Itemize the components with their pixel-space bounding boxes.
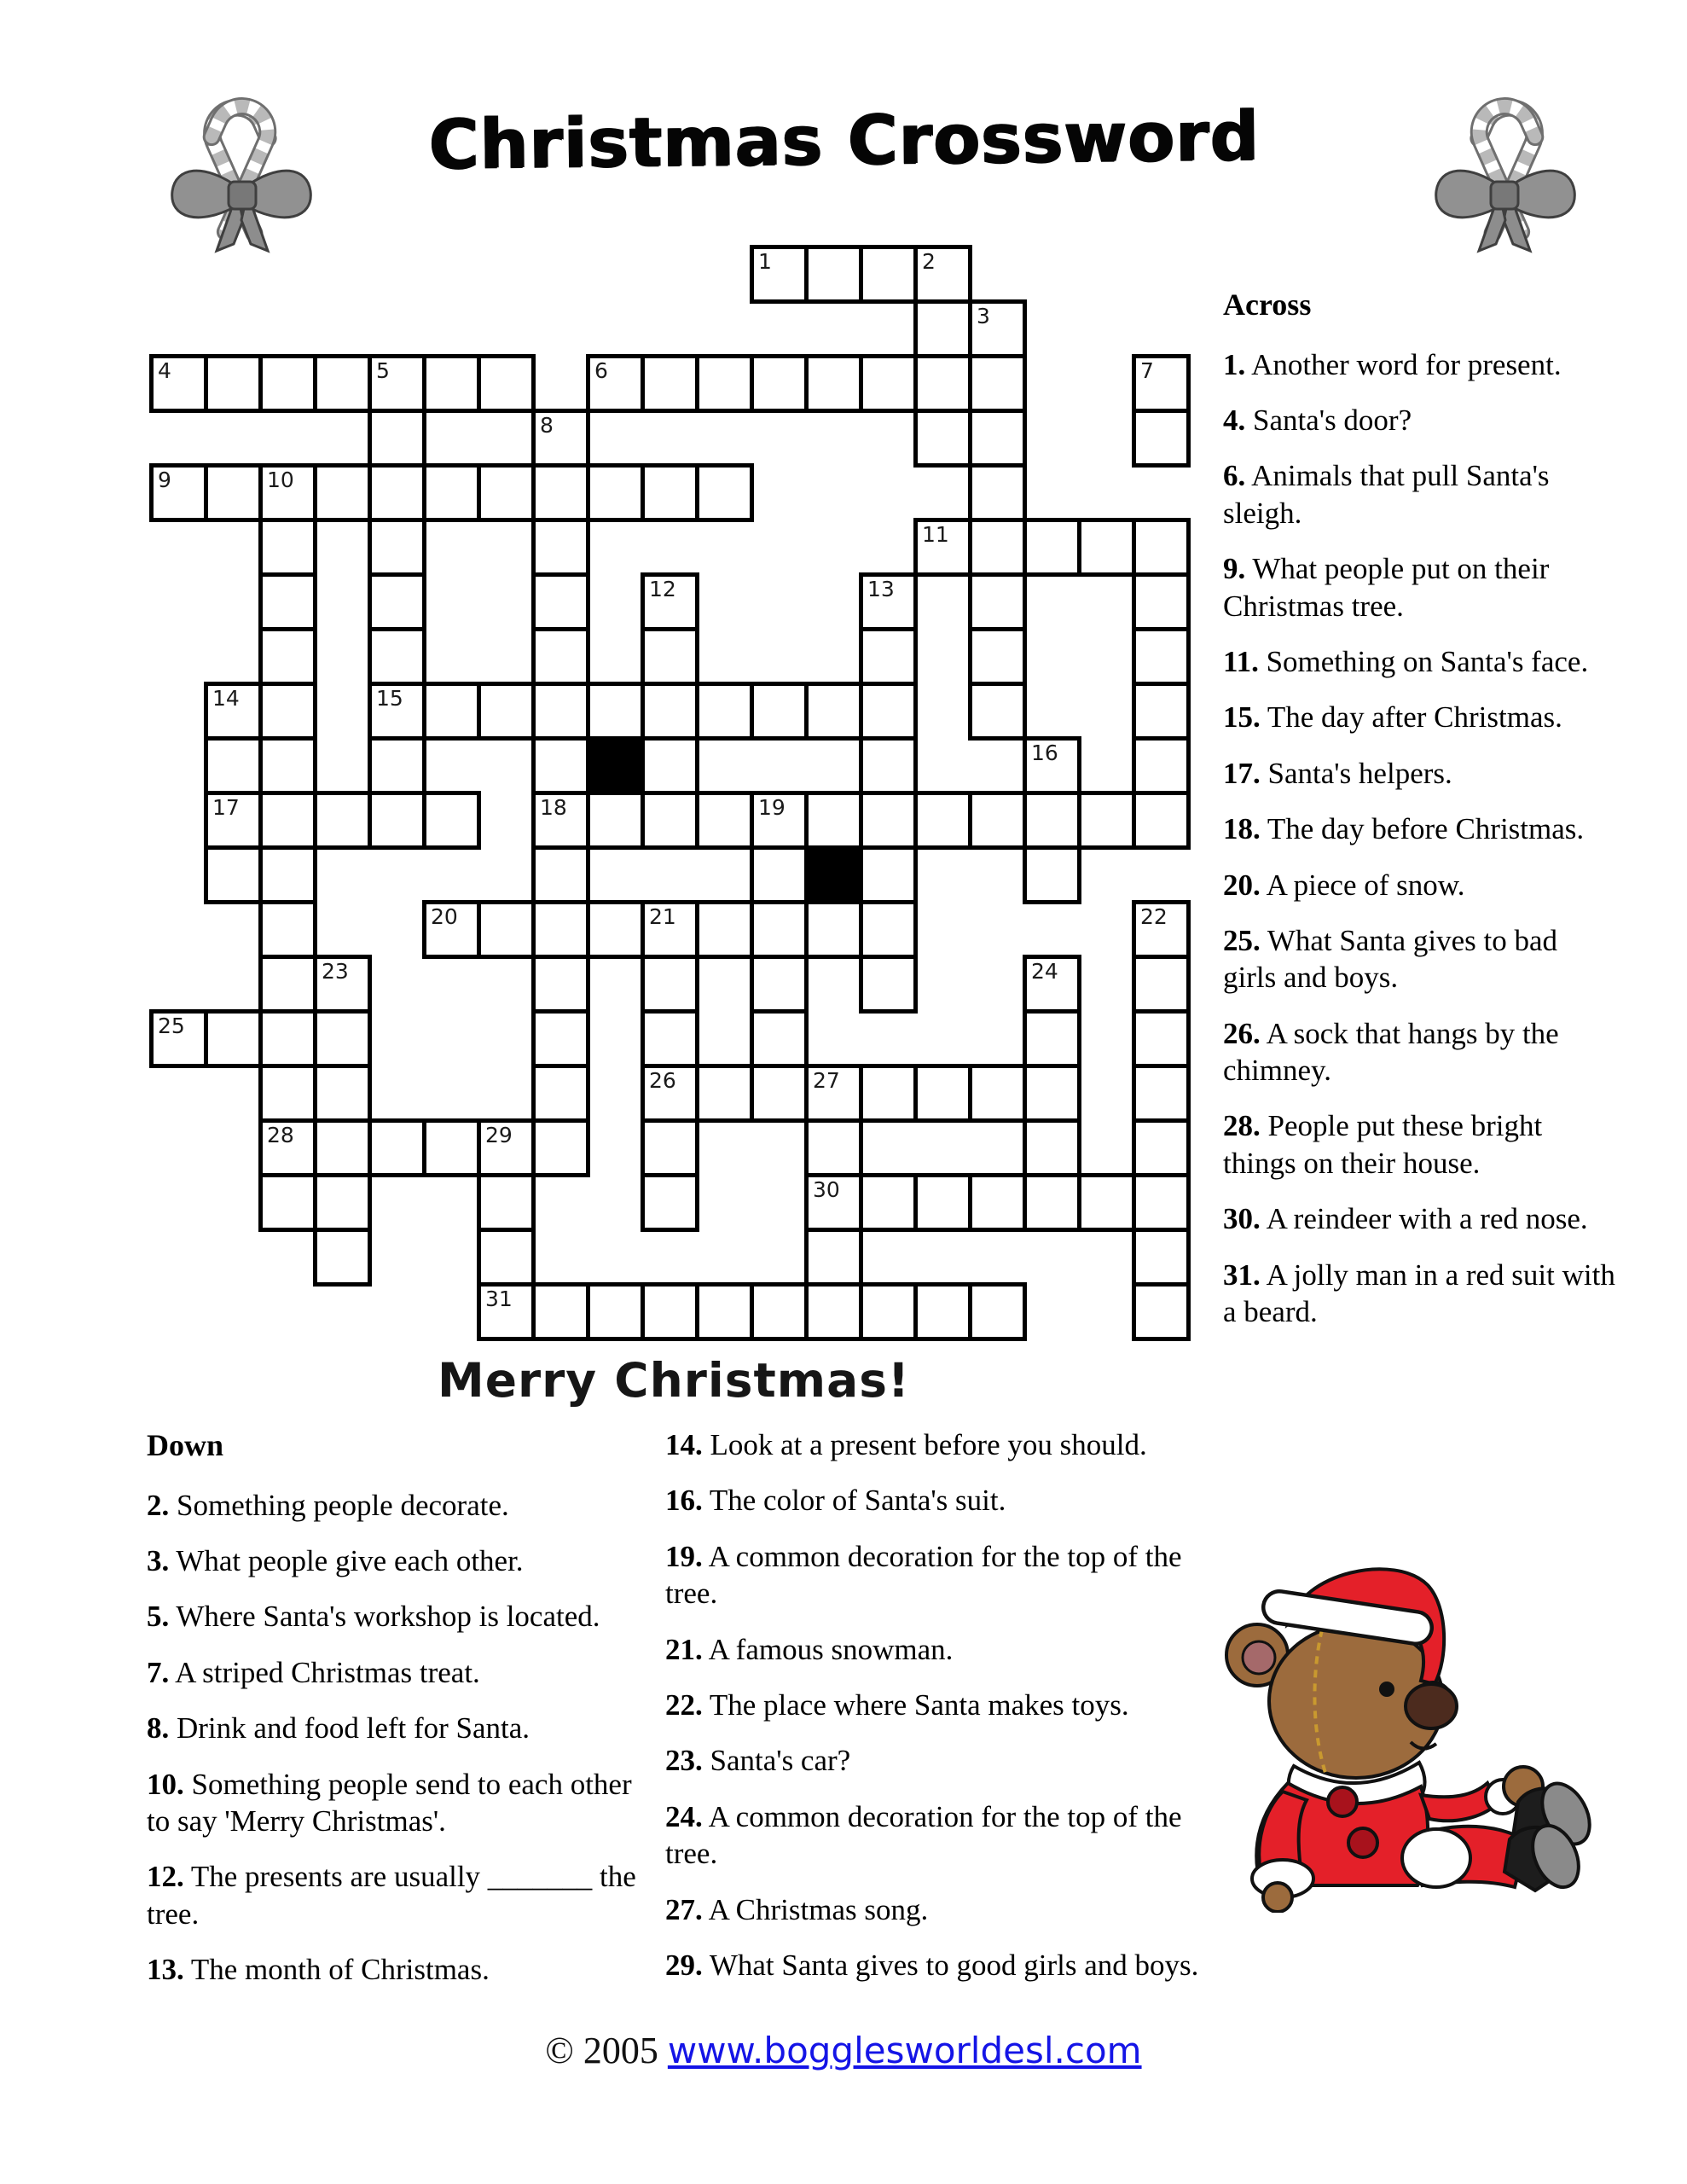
clue-number: 30 <box>813 1177 840 1202</box>
grid-cell[interactable] <box>859 845 918 904</box>
grid-cell[interactable] <box>204 736 263 795</box>
grid-cell-black <box>586 736 645 795</box>
grid-cell[interactable] <box>859 627 918 686</box>
grid-cell[interactable] <box>641 1173 699 1232</box>
grid-cell[interactable] <box>750 1064 809 1123</box>
page-title: Christmas Crossword <box>427 96 1260 185</box>
grid-cell[interactable] <box>804 1064 863 1123</box>
grid-cell[interactable] <box>1132 354 1191 413</box>
grid-cell[interactable] <box>1023 955 1081 1014</box>
grid-cell[interactable] <box>968 299 1027 358</box>
grid-cell[interactable] <box>313 1064 372 1123</box>
grid-cell[interactable] <box>859 955 918 1014</box>
grid-cell[interactable] <box>531 1282 590 1341</box>
grid-cell[interactable] <box>1023 1118 1081 1177</box>
clue-number: 4 <box>158 358 171 383</box>
grid-cell[interactable] <box>422 791 481 850</box>
grid-cell[interactable] <box>859 1064 918 1123</box>
clue-number: 19 <box>758 795 786 820</box>
grid-cell[interactable] <box>1023 791 1081 850</box>
clue-27: 27. A Christmas song. <box>665 1892 929 1926</box>
clue-19: 19. A common decoration for the top of the tree. <box>665 1539 1182 1611</box>
grid-cell[interactable] <box>258 354 317 413</box>
clue-8: 8. Drink and food left for Santa. <box>147 1711 530 1745</box>
grid-cell[interactable] <box>641 627 699 686</box>
grid-cell[interactable] <box>531 1064 590 1123</box>
clue-2: 2. Something people decorate. <box>147 1488 509 1522</box>
clue-number: 13 <box>867 577 895 601</box>
grid-cell[interactable] <box>258 682 317 741</box>
grid-cell[interactable] <box>313 1228 372 1287</box>
grid-cell[interactable] <box>859 245 918 304</box>
grid-cell[interactable] <box>1077 518 1136 577</box>
grid-cell[interactable] <box>695 682 754 741</box>
grid-cell[interactable] <box>641 1118 699 1177</box>
grid-cell[interactable] <box>641 791 699 850</box>
grid-cell[interactable] <box>859 572 918 631</box>
grid-cell[interactable] <box>1132 1009 1191 1068</box>
grid-cell[interactable] <box>859 354 918 413</box>
grid-cell[interactable] <box>859 736 918 795</box>
grid-cell[interactable] <box>477 1118 536 1177</box>
grid-cell[interactable] <box>859 682 918 741</box>
grid-cell[interactable] <box>913 354 972 413</box>
clue-number: 26 <box>649 1068 676 1093</box>
grid-cell[interactable] <box>641 1064 699 1123</box>
clue-17: 17. Santa's helpers. <box>1223 756 1452 790</box>
clue-number: 6 <box>594 358 608 383</box>
grid-cell[interactable] <box>1132 682 1191 741</box>
grid-cell[interactable] <box>750 845 809 904</box>
grid-cell[interactable] <box>641 736 699 795</box>
grid-cell[interactable] <box>750 791 809 850</box>
teddy-bear-santa-illustration <box>1213 1546 1598 1913</box>
website-link[interactable]: www.bogglesworldesl.com <box>667 2030 1142 2071</box>
grid-cell[interactable] <box>368 682 426 741</box>
grid-cell[interactable] <box>968 791 1027 850</box>
grid-cell[interactable] <box>641 955 699 1014</box>
grid-cell[interactable] <box>204 1009 263 1068</box>
grid-cell[interactable] <box>804 1282 863 1341</box>
grid-cell[interactable] <box>477 1228 536 1287</box>
grid-cell[interactable] <box>368 572 426 631</box>
grid-cell[interactable] <box>1077 791 1136 850</box>
grid-cell[interactable] <box>422 1118 481 1177</box>
footer <box>0 2029 1687 2072</box>
clue-number: 18 <box>540 795 567 820</box>
clue-number: 7 <box>1140 358 1154 383</box>
down-clues-section <box>147 1426 655 2007</box>
grid-cell[interactable] <box>313 955 372 1014</box>
grid-cell[interactable] <box>531 409 590 468</box>
grid-cell[interactable] <box>586 900 645 959</box>
grid-cell[interactable] <box>968 354 1027 413</box>
clue-21: 21. A famous snowman. <box>665 1632 954 1666</box>
grid-cell[interactable] <box>750 955 809 1014</box>
grid-cell[interactable] <box>859 1173 918 1232</box>
grid-cell[interactable] <box>804 1118 863 1177</box>
grid-cell[interactable] <box>1132 627 1191 686</box>
grid-cell[interactable] <box>204 791 263 850</box>
grid-cell[interactable] <box>859 791 918 850</box>
clue-number: 8 <box>540 413 554 438</box>
grid-cell[interactable] <box>531 627 590 686</box>
grid-cell[interactable] <box>477 682 536 741</box>
clue-number: 20 <box>431 904 458 929</box>
grid-cell[interactable] <box>258 463 317 522</box>
grid-cell[interactable] <box>641 1282 699 1341</box>
clue-number: 5 <box>376 358 390 383</box>
clue-number: 16 <box>1031 741 1058 765</box>
grid-cell[interactable] <box>750 900 809 959</box>
clue-13: 13. The month of Christmas. <box>147 1953 490 1987</box>
grid-cell[interactable] <box>804 682 863 741</box>
grid-cell[interactable] <box>859 1282 918 1341</box>
grid-cell[interactable] <box>313 1118 372 1177</box>
grid-cell-black <box>804 845 863 904</box>
grid-cell[interactable] <box>586 791 645 850</box>
grid-cell[interactable] <box>1132 572 1191 631</box>
clue-7: 7. A striped Christmas treat. <box>147 1655 480 1689</box>
clue-28: 28. People put these bright things on their house. <box>1223 1109 1543 1180</box>
grid-cell[interactable] <box>368 463 426 522</box>
grid-cell[interactable] <box>368 791 426 850</box>
grid-cell[interactable] <box>149 463 208 522</box>
grid-cell[interactable] <box>968 1173 1027 1232</box>
grid-cell[interactable] <box>586 463 645 522</box>
grid-cell[interactable] <box>1132 1064 1191 1123</box>
clue-15: 15. The day after Christmas. <box>1223 700 1562 735</box>
grid-cell[interactable] <box>531 463 590 522</box>
grid-cell[interactable] <box>368 1118 426 1177</box>
grid-cell[interactable] <box>477 1173 536 1232</box>
grid-cell[interactable] <box>1023 1009 1081 1068</box>
grid-cell[interactable] <box>531 1118 590 1177</box>
grid-cell[interactable] <box>913 518 972 577</box>
grid-cell[interactable] <box>422 900 481 959</box>
grid-cell[interactable] <box>531 900 590 959</box>
grid-cell[interactable] <box>422 463 481 522</box>
clue-number: 23 <box>322 959 349 984</box>
clue-18: 18. The day before Christmas. <box>1223 812 1585 846</box>
grid-cell[interactable] <box>913 1173 972 1232</box>
clue-number: 11 <box>922 522 949 547</box>
grid-cell[interactable] <box>804 791 863 850</box>
grid-cell[interactable] <box>258 900 317 959</box>
grid-cell[interactable] <box>531 791 590 850</box>
clue-number: 14 <box>212 686 240 711</box>
grid-cell[interactable] <box>586 1282 645 1341</box>
clue-number: 24 <box>1031 959 1058 984</box>
grid-cell[interactable] <box>531 845 590 904</box>
grid-cell[interactable] <box>1023 1173 1081 1232</box>
grid-cell[interactable] <box>258 791 317 850</box>
clue-12: 12. The presents are usually _______ the tree. <box>147 1860 636 1931</box>
clue-5: 5. Where Santa's workshop is located. <box>147 1600 600 1634</box>
grid-cell[interactable] <box>422 682 481 741</box>
grid-cell[interactable] <box>1132 1173 1191 1232</box>
grid-cell[interactable] <box>804 900 863 959</box>
grid-cell[interactable] <box>1023 845 1081 904</box>
grid-cell[interactable] <box>586 354 645 413</box>
grid-cell[interactable] <box>913 1064 972 1123</box>
clue-29: 29. What Santa gives to good girls and boys. <box>665 1948 1199 1982</box>
grid-cell[interactable] <box>641 1009 699 1068</box>
clue-20: 20. A piece of snow. <box>1223 868 1465 902</box>
clue-23: 23. Santa's car? <box>665 1744 851 1778</box>
grid-cell[interactable] <box>913 791 972 850</box>
clue-24: 24. A common decoration for the top of the tree. <box>665 1799 1182 1871</box>
crossword-grid <box>149 245 1195 1345</box>
grid-cell[interactable] <box>531 1009 590 1068</box>
grid-cell[interactable] <box>258 736 317 795</box>
grid-cell[interactable] <box>913 1282 972 1341</box>
clue-number: 25 <box>158 1014 185 1038</box>
grid-cell[interactable] <box>968 409 1027 468</box>
grid-cell[interactable] <box>258 1118 317 1177</box>
grid-cell[interactable] <box>313 1173 372 1232</box>
grid-cell[interactable] <box>313 1009 372 1068</box>
closing-message: Merry Christmas! <box>437 1353 911 1408</box>
grid-cell[interactable] <box>695 791 754 850</box>
grid-cell[interactable] <box>1023 736 1081 795</box>
grid-cell[interactable] <box>1132 955 1191 1014</box>
across-clue-list <box>1223 346 1617 1331</box>
clue-6: 6. Animals that pull Santa's sleigh. <box>1223 459 1550 530</box>
grid-cell[interactable] <box>1132 518 1191 577</box>
down-header: Down <box>147 1428 224 1462</box>
grid-cell[interactable] <box>695 1282 754 1341</box>
grid-cell[interactable] <box>1023 518 1081 577</box>
grid-cell[interactable] <box>913 245 972 304</box>
clue-number: 31 <box>485 1287 513 1311</box>
grid-cell[interactable] <box>531 518 590 577</box>
down-clue-list-1 <box>147 1487 655 1989</box>
grid-cell[interactable] <box>531 572 590 631</box>
grid-cell[interactable] <box>1132 900 1191 959</box>
grid-cell[interactable] <box>641 900 699 959</box>
grid-cell[interactable] <box>750 245 809 304</box>
candy-cane-bow-icon <box>143 84 339 263</box>
grid-cell[interactable] <box>204 354 263 413</box>
clue-number: 9 <box>158 468 171 492</box>
grid-cell[interactable] <box>968 1282 1027 1341</box>
grid-cell[interactable] <box>204 463 263 522</box>
grid-cell[interactable] <box>804 354 863 413</box>
candy-cane-bow-icon <box>1407 84 1603 263</box>
clue-4: 4. Santa's door? <box>1223 404 1412 438</box>
grid-cell[interactable] <box>695 900 754 959</box>
clue-10: 10. Something people send to each other to say 'Merry Christmas'. <box>147 1767 632 1838</box>
grid-cell[interactable] <box>968 572 1027 631</box>
clue-number: 21 <box>649 904 676 929</box>
down-clue-list-2 <box>665 1426 1204 1984</box>
across-clues-section <box>1223 286 1617 1349</box>
grid-cell[interactable] <box>258 1064 317 1123</box>
clue-16: 16. The color of Santa's suit. <box>665 1484 1006 1518</box>
grid-cell[interactable] <box>1132 1228 1191 1287</box>
grid-cell[interactable] <box>913 409 972 468</box>
grid-cell[interactable] <box>804 1228 863 1287</box>
grid-cell[interactable] <box>804 245 863 304</box>
grid-cell[interactable] <box>641 682 699 741</box>
grid-cell[interactable] <box>1132 1118 1191 1177</box>
grid-cell[interactable] <box>968 463 1027 522</box>
grid-cell[interactable] <box>531 955 590 1014</box>
grid-cell[interactable] <box>695 354 754 413</box>
grid-cell[interactable] <box>804 1173 863 1232</box>
grid-cell[interactable] <box>258 1173 317 1232</box>
grid-cell[interactable] <box>1132 791 1191 850</box>
grid-cell[interactable] <box>1132 736 1191 795</box>
grid-cell[interactable] <box>258 955 317 1014</box>
clue-11: 11. Something on Santa's face. <box>1223 644 1589 678</box>
grid-cell[interactable] <box>641 354 699 413</box>
grid-cell[interactable] <box>531 736 590 795</box>
down-clues-continued-section <box>665 1426 1204 2002</box>
grid-cell[interactable] <box>750 1282 809 1341</box>
clue-number: 3 <box>977 304 990 328</box>
clue-number: 15 <box>376 686 403 711</box>
grid-cell[interactable] <box>368 627 426 686</box>
grid-cell[interactable] <box>913 299 972 358</box>
grid-cell[interactable] <box>968 1064 1027 1123</box>
grid-cell[interactable] <box>968 518 1027 577</box>
grid-cell[interactable] <box>695 463 754 522</box>
grid-cell[interactable] <box>368 409 426 468</box>
grid-cell[interactable] <box>258 627 317 686</box>
copyright-text: © 2005 <box>545 2030 668 2071</box>
grid-cell[interactable] <box>204 682 263 741</box>
grid-cell[interactable] <box>859 900 918 959</box>
grid-cell[interactable] <box>750 354 809 413</box>
clue-number: 28 <box>267 1123 294 1147</box>
grid-cell[interactable] <box>368 736 426 795</box>
clue-number: 2 <box>922 249 936 274</box>
grid-cell[interactable] <box>968 627 1027 686</box>
grid-cell[interactable] <box>1023 1064 1081 1123</box>
grid-cell[interactable] <box>750 1009 809 1068</box>
clue-31: 31. A jolly man in a red suit with a beard. <box>1223 1258 1615 1329</box>
across-header: Across <box>1223 288 1312 322</box>
grid-cell[interactable] <box>1132 409 1191 468</box>
grid-cell[interactable] <box>1077 1173 1136 1232</box>
grid-cell[interactable] <box>258 518 317 577</box>
grid-cell[interactable] <box>258 1009 317 1068</box>
grid-cell[interactable] <box>258 845 317 904</box>
grid-cell[interactable] <box>477 463 536 522</box>
clue-number: 29 <box>485 1123 513 1147</box>
grid-cell[interactable] <box>1132 1282 1191 1341</box>
grid-cell[interactable] <box>477 354 536 413</box>
clue-number: 22 <box>1140 904 1168 929</box>
clue-number: 27 <box>813 1068 840 1093</box>
grid-cell[interactable] <box>313 791 372 850</box>
clue-number: 12 <box>649 577 676 601</box>
grid-cell[interactable] <box>531 682 590 741</box>
grid-cell[interactable] <box>313 354 372 413</box>
clue-14: 14. Look at a present before you should. <box>665 1428 1147 1461</box>
grid-cell[interactable] <box>695 1064 754 1123</box>
clue-number: 17 <box>212 795 240 820</box>
clue-number: 10 <box>267 468 294 492</box>
grid-cell[interactable] <box>477 900 536 959</box>
grid-cell[interactable] <box>641 572 699 631</box>
grid-cell[interactable] <box>258 572 317 631</box>
clue-3: 3. What people give each other. <box>147 1544 524 1578</box>
grid-cell[interactable] <box>149 1009 208 1068</box>
clue-9: 9. What people put on their Christmas tree. <box>1223 552 1550 623</box>
grid-cell[interactable] <box>641 463 699 522</box>
clue-number: 1 <box>758 249 772 274</box>
clue-22: 22. The place where Santa makes toys. <box>665 1687 1129 1722</box>
clue-26: 26. A sock that hangs by the chimney. <box>1223 1016 1559 1088</box>
grid-cell[interactable] <box>422 354 481 413</box>
grid-cell[interactable] <box>368 354 426 413</box>
grid-cell[interactable] <box>313 463 372 522</box>
grid-cell[interactable] <box>750 682 809 741</box>
clue-30: 30. A reindeer with a red nose. <box>1223 1202 1588 1236</box>
grid-cell[interactable] <box>586 682 645 741</box>
clue-25: 25. What Santa gives to bad girls and boys. <box>1223 923 1558 995</box>
grid-cell[interactable] <box>477 1282 536 1341</box>
clue-1: 1. Another word for present. <box>1223 347 1562 381</box>
grid-cell[interactable] <box>149 354 208 413</box>
grid-cell[interactable] <box>204 845 263 904</box>
grid-cell[interactable] <box>968 682 1027 741</box>
grid-cell[interactable] <box>368 518 426 577</box>
